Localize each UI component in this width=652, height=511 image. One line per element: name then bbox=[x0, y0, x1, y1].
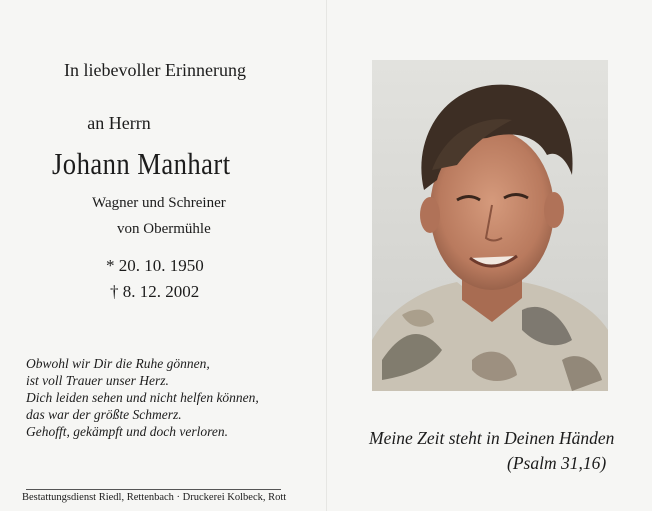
portrait-illustration bbox=[372, 60, 608, 391]
footer-divider bbox=[26, 489, 281, 490]
card-fold-line bbox=[326, 0, 327, 511]
poem-line: ist voll Trauer unser Herz. bbox=[26, 373, 169, 388]
portrait-photo bbox=[372, 60, 608, 391]
poem-line: Dich leiden sehen und nicht helfen können, bbox=[26, 390, 259, 405]
poem-line: Obwohl wir Dir die Ruhe gönnen, bbox=[26, 356, 210, 371]
psalm-reference: (Psalm 31,16) bbox=[507, 453, 607, 473]
origin-text: von Obermühle bbox=[117, 221, 211, 237]
birth-date: * 20. 10. 1950 bbox=[106, 256, 204, 275]
death-date: † 8. 12. 2002 bbox=[110, 282, 200, 301]
poem-line: Gehofft, gekämpft und doch verloren. bbox=[26, 424, 228, 439]
salutation-text: an Herrn bbox=[87, 113, 151, 133]
poem-line: das war der größte Schmerz. bbox=[26, 407, 182, 422]
occupation-text: Wagner und Schreiner bbox=[92, 195, 226, 211]
poem bbox=[26, 355, 259, 440]
intro-text: In liebevoller Erinnerung bbox=[64, 60, 246, 80]
motto-text: Meine Zeit steht in Deinen Händen bbox=[369, 428, 615, 448]
deceased-name: Johann Manhart bbox=[52, 146, 231, 181]
footer-credits: Bestattungsdienst Riedl, Rettenbach · Druckerei Kolbeck, Rott bbox=[22, 492, 287, 503]
